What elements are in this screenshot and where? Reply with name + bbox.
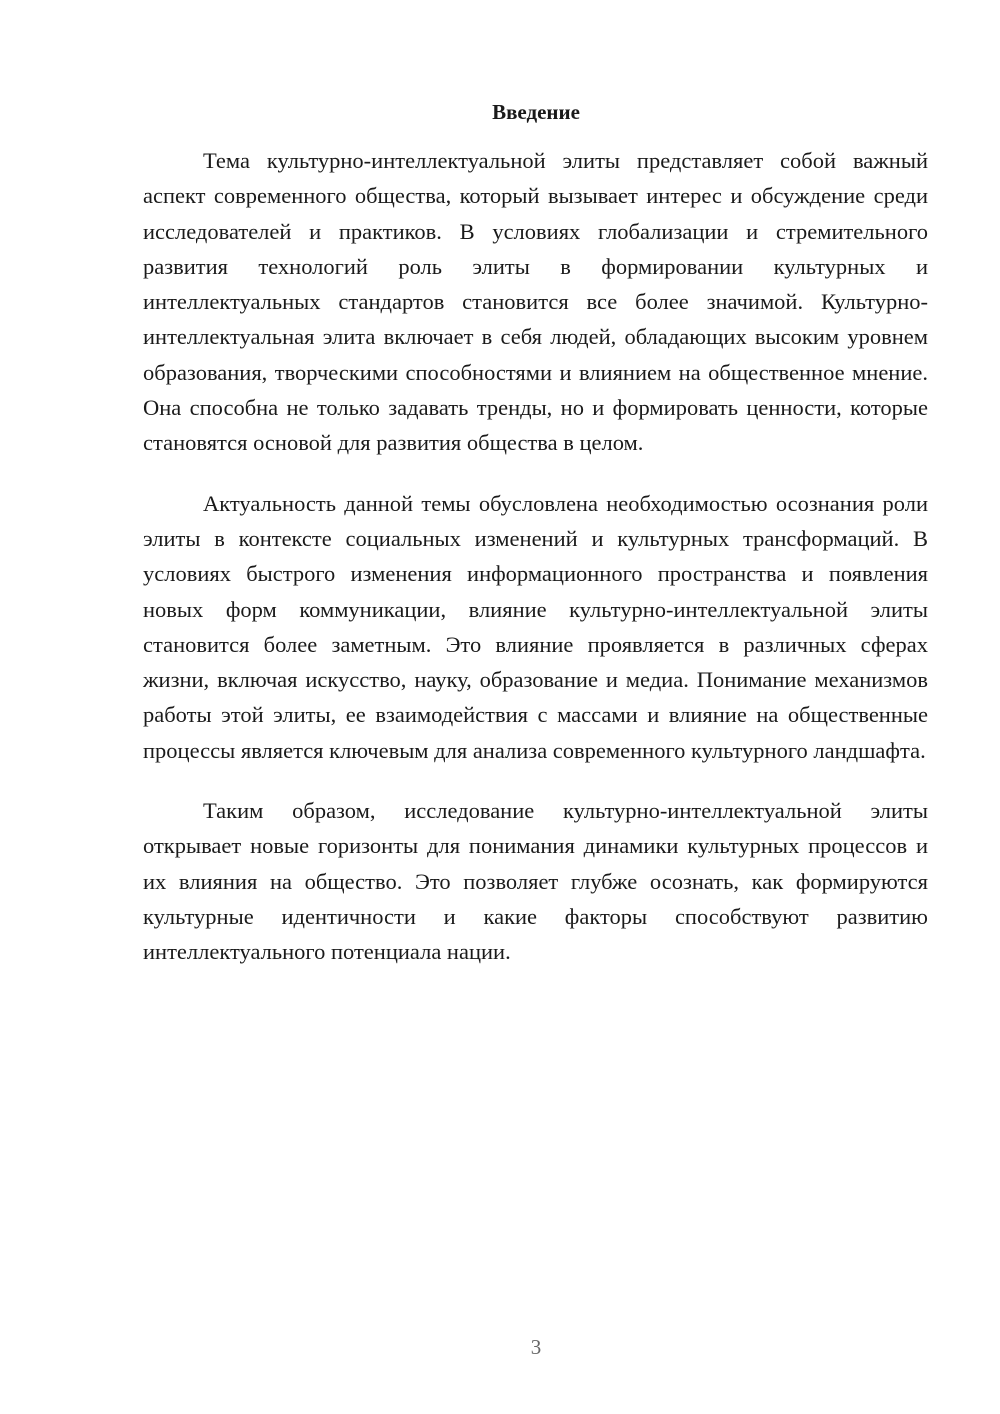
- body-text: [143, 143, 928, 995]
- page-number: 3: [530, 1335, 542, 1359]
- paragraph-3: Таким образом, исследование культурно-интеллектуальной элиты открывает новые горизонты для понимания динамики культурных процессов и их влияния на общество. Это позволяет глубже осознать, как формируются культурные идентичности и какие факторы способствуют развитию интеллектуального потенциала нации.: [143, 798, 928, 965]
- paragraph-1: Тема культурно-интеллектуальной элиты представляет собой важный аспект современного общества, который вызывает интерес и обсуждение среди исследователей и практиков. В условиях глобализации и стремительного развития технологий роль элиты в формировании культурных и интеллектуальных стандартов становится все более значимой. Культурно-интеллектуальная элита включает в себя людей, обладающих высоким уровнем образования, творческими способностями и влиянием на общественное мнение. Она способна не только задавать тренды, но и формировать ценности, которые становятся основой для развития общества в целом.: [143, 148, 928, 456]
- section-heading: Введение: [492, 100, 580, 124]
- paragraph-2: Актуальность данной темы обусловлена необходимостью осознания роли элиты в контексте социальных изменений и культурных трансформаций. В условиях быстрого изменения информационного пространства и появления новых форм коммуникации, влияние культурно-интеллектуальной элиты становится более заметным. Это влияние проявляется в различных сферах жизни, включая искусство, науку, образование и медиа. Понимание механизмов работы этой элиты, ее взаимодействия с массами и влияние на общественные процессы является ключевым для анализа современного культурного ландшафта.: [143, 490, 928, 763]
